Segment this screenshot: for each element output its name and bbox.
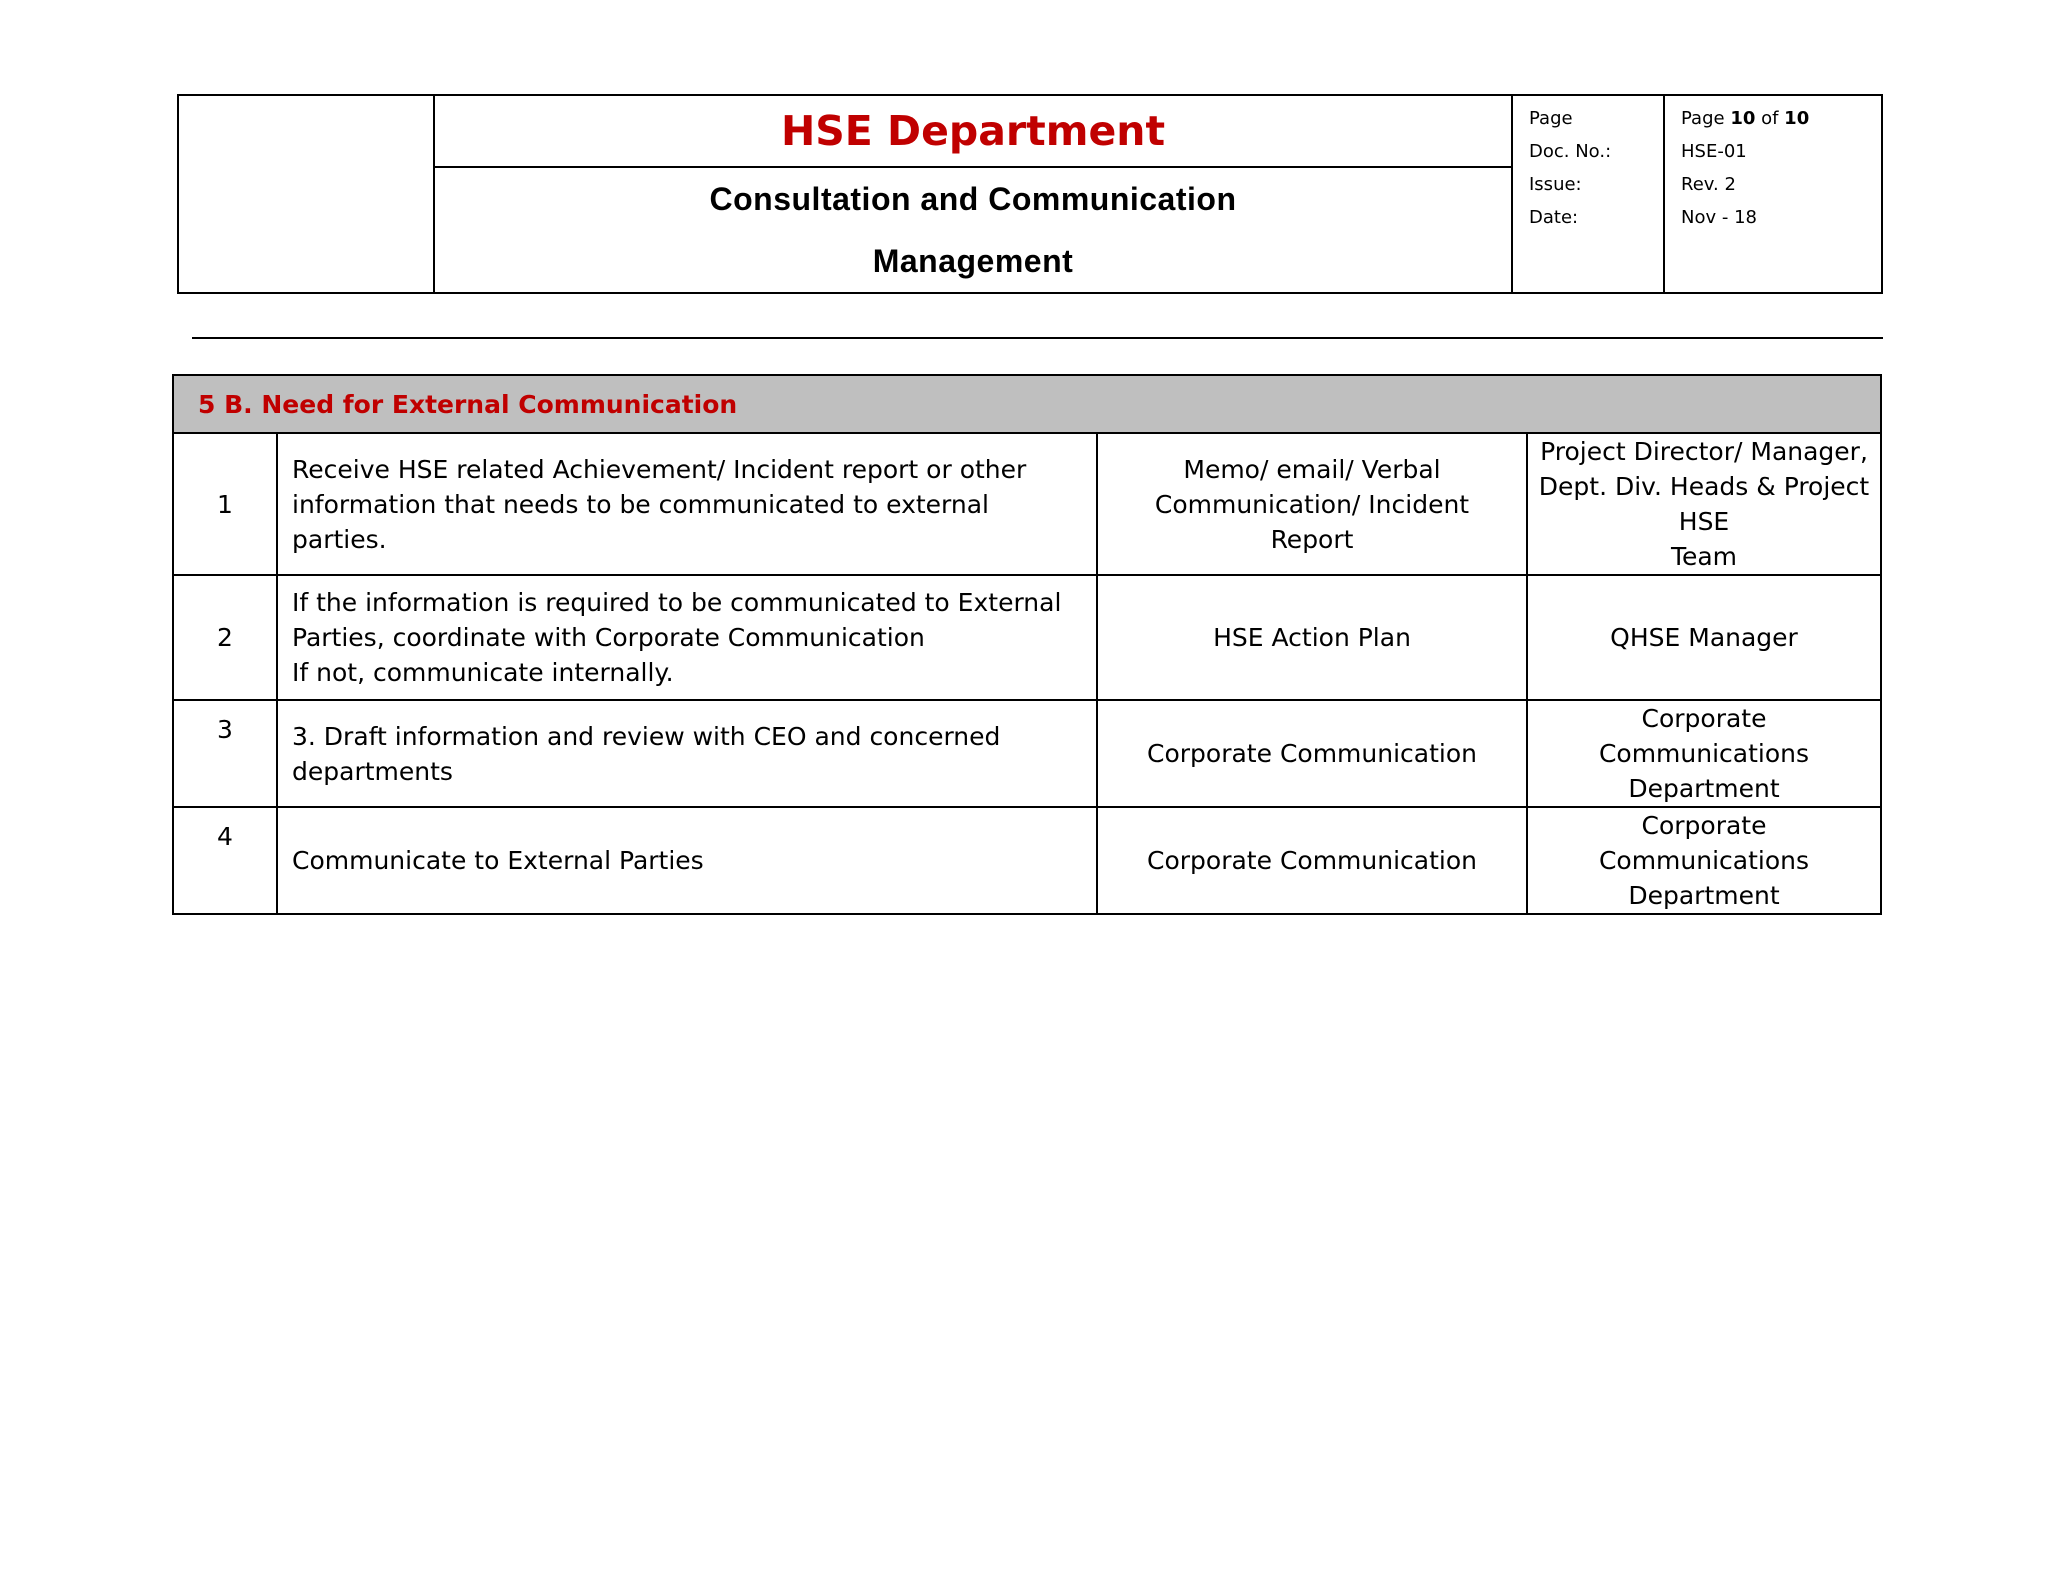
section-header-row [173, 375, 1881, 433]
issue-label: Issue: [1529, 174, 1582, 195]
step-responsibility [1527, 575, 1881, 700]
issue-value: Rev. 2 [1681, 174, 1736, 195]
row-number: 4 [173, 807, 277, 914]
step-responsibility-line: Corporate Communications [1598, 704, 1810, 768]
step-responsibility [1527, 807, 1881, 914]
step-responsibility [1527, 700, 1881, 807]
step-record-line: Corporate Communication [1147, 846, 1477, 875]
step-description [277, 807, 1097, 914]
section-title: 5 B. Need for External Communication [173, 375, 1881, 433]
row-number: 3 [173, 700, 277, 807]
step-record [1097, 433, 1527, 575]
page-current: 10 [1730, 108, 1756, 129]
step-record-line: Communication/ Incident [1154, 489, 1470, 519]
step-responsibility-line: QHSE Manager [1610, 623, 1798, 652]
step-record-line: Corporate Communication [1147, 739, 1477, 768]
step-responsibility-line: Corporate Communications [1598, 811, 1810, 875]
step-record-line: Memo/ email/ Verbal [1183, 454, 1441, 484]
step-description-line: Parties, coordinate with Corporate Communication [292, 623, 925, 652]
step-description-line: departments [292, 756, 453, 786]
page-value [1681, 102, 1881, 135]
table-row [173, 807, 1881, 914]
step-description-line: 3. Draft information and review with CEO and concerned [292, 721, 1001, 751]
step-description [277, 575, 1097, 700]
step-description-line: information that needs to be communicated to external parties. [292, 489, 989, 554]
row-number: 1 [173, 433, 277, 575]
communication-table [172, 374, 1882, 915]
date-value: Nov - 18 [1681, 207, 1757, 228]
step-responsibility [1527, 433, 1881, 575]
step-responsibility-line: Department [1628, 774, 1780, 803]
department-title: HSE Department [435, 96, 1511, 168]
document-title-line-1: Consultation and Communication [709, 181, 1237, 217]
step-responsibility-line: Department [1628, 881, 1780, 910]
table-row [173, 575, 1881, 700]
page-total: 10 [1784, 108, 1810, 129]
step-record [1097, 700, 1527, 807]
row-number: 2 [173, 575, 277, 700]
table-row [173, 700, 1881, 807]
step-responsibility-line: Team [1670, 542, 1738, 571]
step-record [1097, 807, 1527, 914]
header-titles [435, 96, 1513, 292]
meta-values [1665, 96, 1881, 292]
step-description [277, 433, 1097, 575]
doc-no-label: Doc. No.: [1529, 141, 1612, 162]
step-record-line: Report [1270, 524, 1354, 554]
doc-no-value: HSE-01 [1681, 141, 1747, 162]
document-title-line-2: Management [872, 243, 1074, 279]
document-header [177, 94, 1883, 294]
step-responsibility-line: Project Director/ Manager, [1540, 437, 1868, 466]
step-responsibility-line: Dept. Div. Heads & Project HSE [1538, 472, 1870, 536]
date-label: Date: [1529, 207, 1579, 228]
step-record [1097, 575, 1527, 700]
meta-labels [1513, 96, 1665, 292]
step-record-line: HSE Action Plan [1213, 623, 1411, 652]
step-description-line: Receive HSE related Achievement/ Incident report or other [292, 454, 1027, 484]
page-prefix: Page [1681, 108, 1731, 129]
header-divider [192, 337, 1883, 339]
step-description-line: If the information is required to be communicated to External [292, 588, 1062, 617]
logo-area [179, 96, 435, 292]
table-row [173, 433, 1881, 575]
document-title [435, 168, 1511, 292]
step-description-line: If not, communicate internally. [292, 658, 674, 687]
step-description-line: Communicate to External Parties [292, 846, 704, 875]
page-of: of [1755, 108, 1785, 129]
step-description [277, 700, 1097, 807]
page-label: Page [1529, 108, 1573, 129]
